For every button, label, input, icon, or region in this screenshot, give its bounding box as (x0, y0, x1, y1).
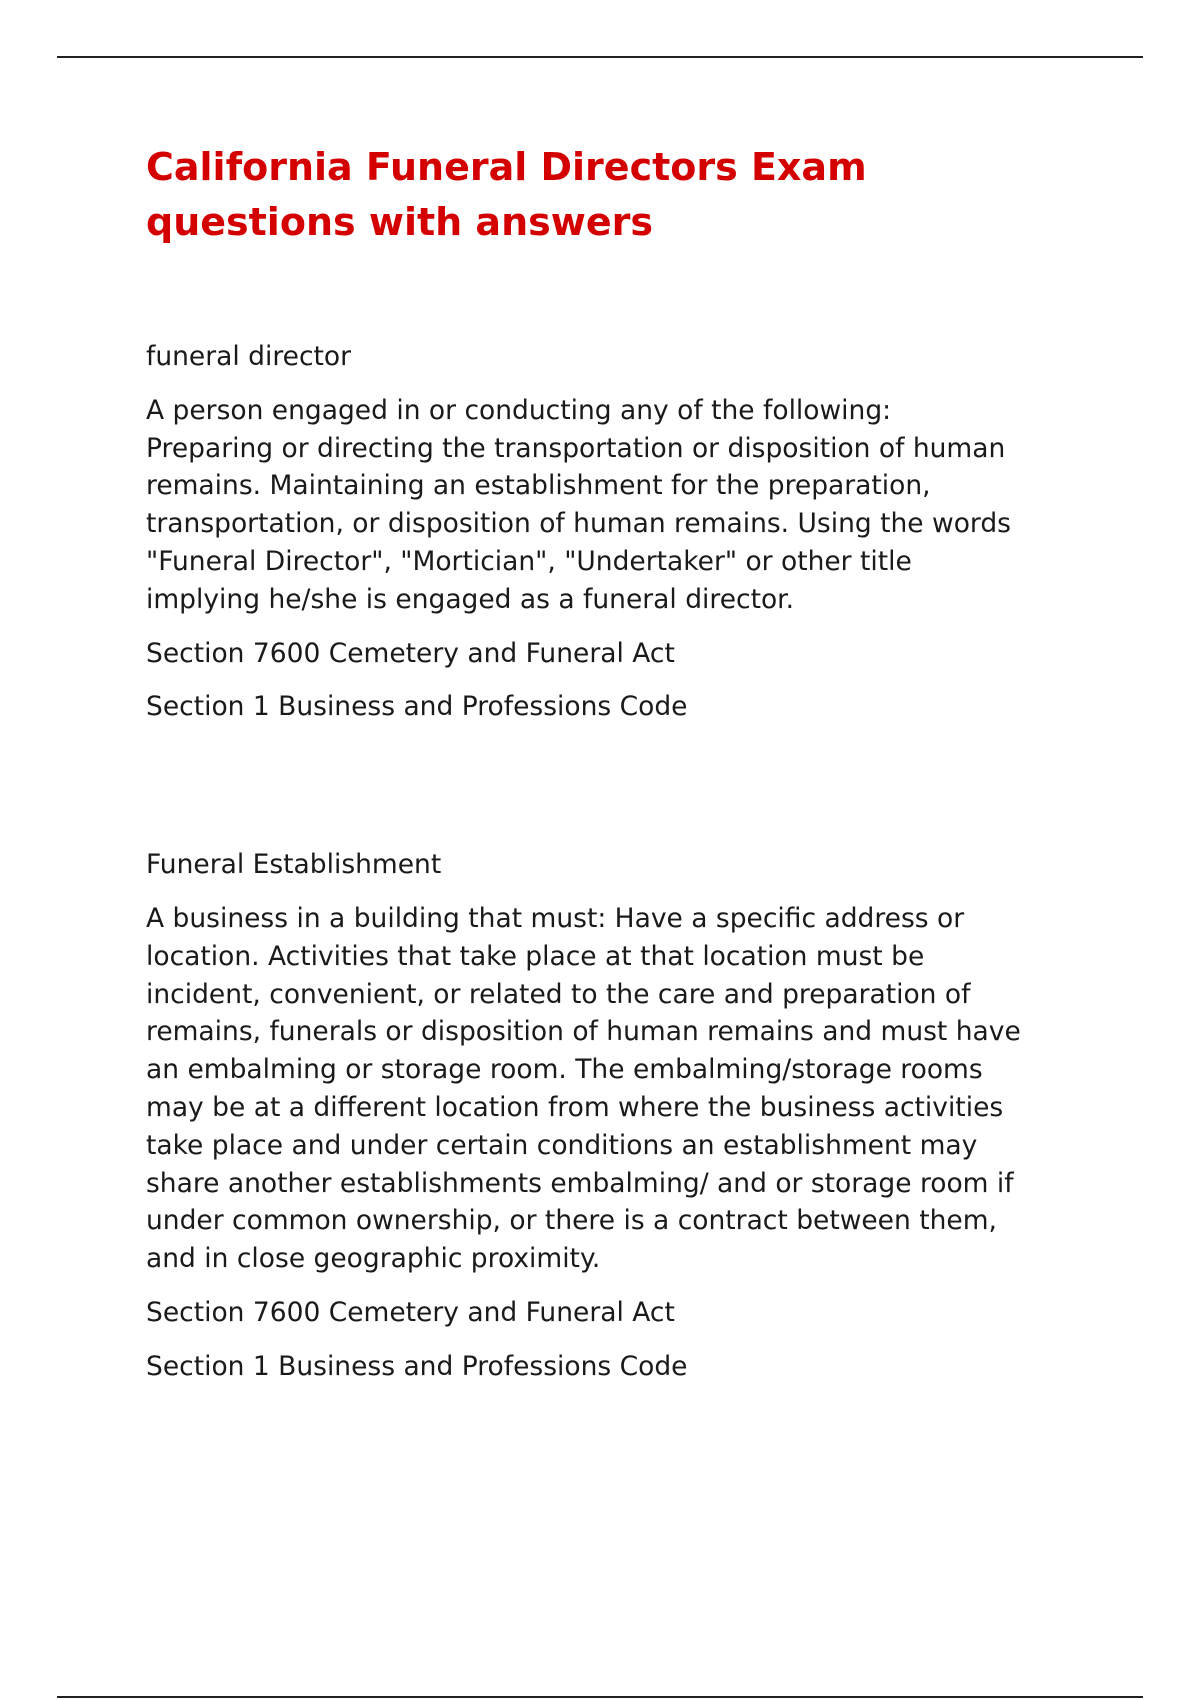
bottom-rule (57, 1696, 1143, 1698)
flashcard-funeral-director (146, 338, 1106, 726)
card-term: Funeral Establishment (146, 849, 442, 881)
card-reference: Section 1 Business and Professions Code (146, 691, 688, 723)
document-body (146, 140, 1106, 1402)
document-title (146, 140, 1106, 250)
card-definition: A person engaged in or conducting any of the following: Preparing or directing the transportation or disposition of human remains. Maintaining an establishment for the preparation, transportation, or disposition of human remains. Using the words "Funeral Director", "Mortician", "Undertaker" or other title implying he/she is engaged as a funeral director. (146, 394, 1011, 615)
card-reference: Section 7600 Cemetery and Funeral Act (146, 1296, 675, 1328)
top-rule (57, 56, 1143, 58)
card-reference: Section 7600 Cemetery and Funeral Act (146, 637, 675, 669)
card-reference: Section 1 Business and Professions Code (146, 1350, 688, 1382)
card-definition: A business in a building that must: Have a specific address or location. Activities that take place at that location must be incident, convenient, or related to the care and preparation of remains, funerals or disposition of human remains and must have an embalming or storage room. The embalming/storage rooms may be at a different location from where the business activities take place and under certain conditions an establishment may share another establishments embalming/ and or storage room if under common ownership, or there is a contract between them, and in close geographic proximity. (146, 902, 1021, 1275)
card-term: funeral director (146, 341, 352, 372)
title-line-2: questions with answers (146, 200, 653, 244)
title-line-1: California Funeral Directors Exam (146, 145, 867, 189)
flashcard-funeral-establishment (146, 846, 1106, 1385)
